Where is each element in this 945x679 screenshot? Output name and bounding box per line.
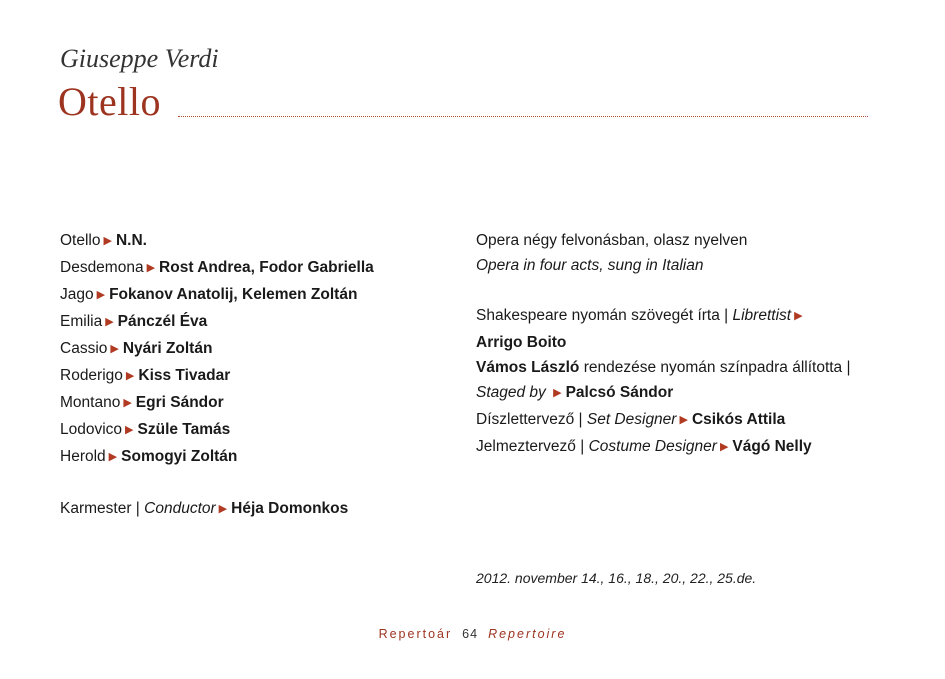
footer-section-en: Repertoire bbox=[488, 627, 567, 641]
costume-label-hu: Jelmeztervező | bbox=[476, 438, 585, 455]
performer-names: N.N. bbox=[115, 232, 147, 249]
set-label-en: Set Designer bbox=[586, 411, 677, 428]
cast-row bbox=[60, 336, 460, 363]
description-en: Opera in four acts, sung in Italian bbox=[476, 257, 704, 274]
cast-row bbox=[60, 390, 460, 417]
staging-label-hu: rendezése nyomán színpadra állította | bbox=[583, 359, 851, 376]
librettist-label-hu: Shakespeare nyomán szövegét írta | bbox=[476, 307, 729, 324]
librettist-label-en: Librettist bbox=[732, 307, 792, 324]
staging-name: Palcsó Sándor bbox=[565, 384, 674, 401]
performer-names: Pánczél Éva bbox=[117, 313, 208, 330]
page-number: 64 bbox=[462, 627, 479, 641]
triangle-right-icon: ▶ bbox=[719, 441, 729, 453]
role-name: Lodovico bbox=[60, 421, 123, 438]
triangle-right-icon: ▶ bbox=[553, 387, 562, 399]
triangle-right-icon: ▶ bbox=[146, 262, 156, 274]
performer-names: Somogyi Zoltán bbox=[121, 448, 238, 465]
performer-names: Egri Sándor bbox=[135, 394, 224, 411]
cast-row bbox=[60, 417, 460, 444]
staging-label-en: Staged by bbox=[476, 384, 546, 401]
set-label-hu: Díszlettervező | bbox=[476, 411, 583, 428]
cast-row bbox=[60, 363, 460, 390]
description-hu: Opera négy felvonásban, olasz nyelven bbox=[476, 232, 748, 249]
role-name: Desdemona bbox=[60, 259, 144, 276]
composer-name: Giuseppe Verdi bbox=[60, 44, 219, 73]
staging-row bbox=[476, 355, 896, 380]
triangle-right-icon: ▶ bbox=[125, 370, 135, 382]
cast-row bbox=[60, 228, 460, 255]
set-designer-row bbox=[476, 407, 896, 434]
librettist-row bbox=[476, 303, 896, 330]
role-name: Montano bbox=[60, 394, 121, 411]
triangle-right-icon: ▶ bbox=[110, 343, 119, 355]
footer-section-hu: Repertoár bbox=[378, 627, 453, 641]
triangle-right-icon: ▶ bbox=[105, 316, 114, 328]
role-name: Otello bbox=[60, 232, 101, 249]
performer-names: Kiss Tivadar bbox=[138, 367, 231, 384]
title-dotted-rule bbox=[178, 116, 868, 117]
production-info-column bbox=[476, 228, 896, 461]
cast-row bbox=[60, 309, 460, 336]
triangle-right-icon: ▶ bbox=[123, 397, 132, 409]
triangle-right-icon: ▶ bbox=[679, 414, 688, 426]
performer-names: Fokanov Anatolij, Kelemen Zoltán bbox=[109, 286, 358, 303]
staged-by-row bbox=[476, 380, 896, 407]
conductor-row bbox=[60, 496, 460, 523]
conductor-label-en: Conductor bbox=[144, 500, 216, 517]
cast-row bbox=[60, 444, 460, 471]
conductor-name: Héja Domonkos bbox=[231, 500, 349, 517]
cast-row bbox=[60, 255, 460, 282]
performer-names: Nyári Zoltán bbox=[122, 340, 213, 357]
conductor-label-hu: Karmester | bbox=[60, 500, 140, 517]
role-name: Roderigo bbox=[60, 367, 123, 384]
performer-names: Szüle Tamás bbox=[137, 421, 231, 438]
costume-designer-row bbox=[476, 434, 896, 461]
role-name: Cassio bbox=[60, 340, 108, 357]
triangle-right-icon: ▶ bbox=[103, 235, 112, 247]
triangle-right-icon: ▶ bbox=[108, 451, 118, 463]
costume-designer-name: Vágó Nelly bbox=[732, 438, 812, 455]
cast-row bbox=[60, 282, 460, 309]
role-name: Herold bbox=[60, 448, 106, 465]
costume-label-en: Costume Designer bbox=[588, 438, 717, 455]
performance-dates: 2012. november 14., 16., 18., 20., 22., 25.de. bbox=[476, 570, 757, 586]
performer-names: Rost Andrea, Fodor Gabriella bbox=[159, 259, 374, 276]
triangle-right-icon: ▶ bbox=[125, 424, 134, 436]
opera-title: Otello bbox=[58, 79, 161, 124]
triangle-right-icon: ▶ bbox=[96, 289, 106, 301]
librettist-name: Arrigo Boito bbox=[476, 334, 567, 351]
staging-original-name: Vámos László bbox=[476, 359, 580, 376]
set-designer-name: Csikós Attila bbox=[691, 411, 786, 428]
page-footer bbox=[0, 627, 945, 641]
role-name: Emilia bbox=[60, 313, 103, 330]
role-name: Jago bbox=[60, 286, 94, 303]
triangle-right-icon: ▶ bbox=[794, 310, 803, 322]
cast-column bbox=[60, 228, 460, 523]
triangle-right-icon: ▶ bbox=[218, 503, 228, 515]
